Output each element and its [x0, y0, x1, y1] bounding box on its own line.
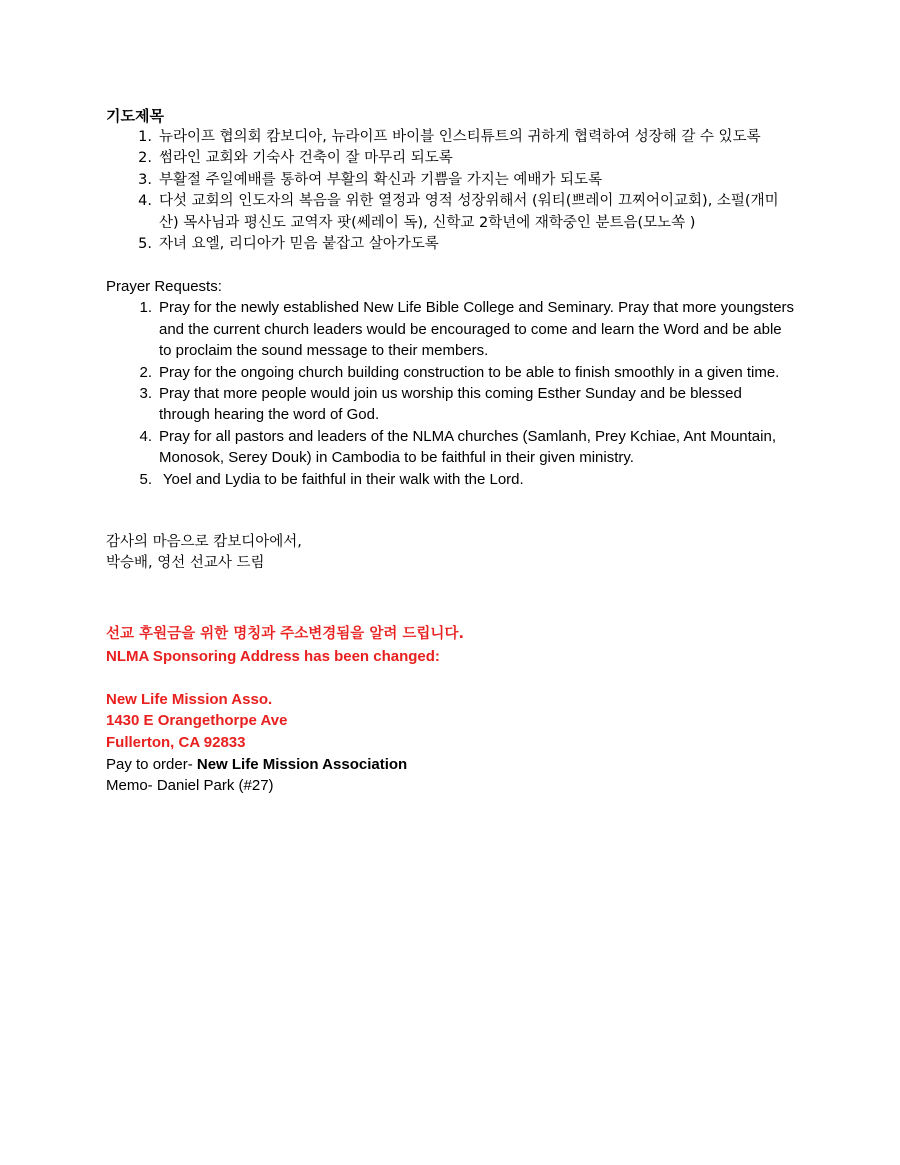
memo-line: Memo- Daniel Park (#27)	[106, 777, 274, 795]
korean-prayer-list	[106, 127, 796, 255]
address-street: 1430 E Orangethorpe Ave	[106, 712, 288, 730]
list-item: 2. 썸라인 교회와 기숙사 건축이 잘 마무리 되도록	[138, 150, 453, 167]
closing-line: 감사의 마음으로 캄보디아에서,	[106, 534, 302, 551]
address-name: New Life Mission Asso.	[106, 690, 273, 708]
list-item: 4. Pray for all pastors and leaders of the NLMA churches (Samlanh, Prey Kchiae, Ant Mountain, Monosok, Serey Douk) in Cambodia to be faithful in their given ministry.	[139, 427, 776, 467]
list-item: 4. 다섯 교회의 인도자의 복음을 위한 열정과 영적 성장위해서 (워티(쁘레이 끄찌어이교회), 소펄(개미산) 목사님과 평신도 교역자 팟(쎄레이 독), 신학교 2학년에 재학중인 분트음(모노쏙 )	[138, 193, 779, 231]
english-prayer-title: Prayer Requests:	[106, 278, 222, 296]
closing-signature	[106, 532, 796, 574]
notice-english-line: NLMA Sponsoring Address has been changed:	[106, 647, 440, 665]
pay-to-line	[106, 754, 796, 776]
list-item: 1. 뉴라이프 협의회 캄보디아, 뉴라이프 바이블 인스티튜트의 귀하게 협력하여 성장해 갈 수 있도록	[138, 129, 761, 145]
list-item: 5. Yoel and Lydia to be faithful in their walk with the Lord.	[139, 470, 524, 488]
korean-prayer-title: 기도제목	[106, 107, 164, 125]
pay-to-name: New Life Mission Association	[196, 755, 408, 773]
document-content	[106, 106, 796, 797]
english-prayer-list	[106, 297, 796, 490]
notice-korean-line: 선교 후원금을 위한 명칭과 주소변경됨을 알려 드립니다.	[106, 626, 464, 643]
address-city: Fullerton, CA 92833	[106, 734, 246, 752]
list-item: 3. Pray that more people would join us worship this coming Esther Sunday and be blessed through hearing the word of God.	[139, 385, 742, 424]
list-item: 3. 부활절 주일예배를 통하여 부활의 확신과 기쁨을 가지는 예배가 되도록	[138, 171, 603, 188]
address-change-notice	[106, 624, 796, 797]
list-item: 1. Pray for the newly established New Life Bible College and Seminary. Pray that more youngsters and the current church leaders would be encouraged to come and learn the Word and be able to proclaim the sound message to their members.	[139, 299, 795, 360]
list-item: 5. 자녀 요엘, 리디아가 믿음 붙잡고 살아가도록	[138, 236, 439, 253]
list-item: 2. Pray for the ongoing church building construction to be able to finish smoothly in a given time.	[139, 363, 780, 381]
pay-to-prefix: Pay to order-	[106, 755, 197, 773]
signature-line: 박승배, 영선 선교사 드림	[106, 555, 265, 572]
